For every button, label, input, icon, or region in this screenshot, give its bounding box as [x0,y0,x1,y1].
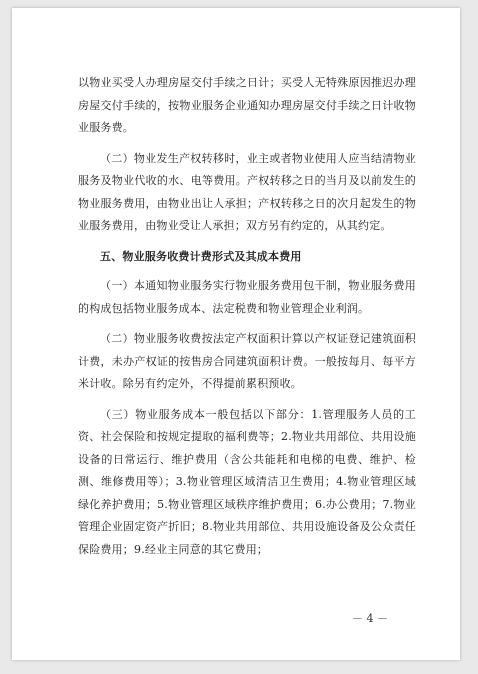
page-number: － 4 － [352,612,388,625]
section-heading: 五、物业服务收费计费形式及其成本费用 [100,249,302,263]
document-page [12,8,460,660]
paragraph-2: （二）物业发生产权转移时，业主或者物业使用人应当结清物业服务及物业代收的水、电等费用。产权转移之日的当月及以前发生的物业服务费用，由物业出让人承担；产权转移之日的次月起发生的物业服务费用，由物业受让人承担；双方另有约定的，从其约定。 [78,151,416,232]
paragraph-5: （三）物业服务成本一般包括以下部分：1.管理服务人员的工资、社会保险和按规定提取的福利费等；2.物业共用部位、共用设施设备的日常运行、维护费用（含公共能耗和电梯的电费、维护、检测、维修费用等）；3.物业管理区域清洁卫生费用；4.物业管理区域绿化养护费用；5.物业管理区域秩序维护费用；6.办公费用；7.物业管理企业固定资产折旧；8.物业共用部位、共用设施设备及公众责任保险费用；9.经业主同意的其它费用； [78,407,416,556]
paragraph-3: （一）本通知物业服务实行物业服务费用包干制，物业服务费用的构成包括物业服务成本、法定税费和物业管理企业利润。 [78,279,416,315]
paragraph-4: （二）物业服务收费按法定产权面积计算以产权证登记建筑面积计费，未办产权证的按售房合同建筑面积计费。一般按每月、每平方米计收。除另有约定外，不得提前累积预收。 [78,332,416,390]
document-body [78,72,416,569]
paragraph-1: 以物业买受人办理房屋交付手续之日计；买受人无特殊原因推迟办理房屋交付手续的，按物业服务企业通知办理房屋交付手续之日计收物业服务费。 [78,76,416,134]
